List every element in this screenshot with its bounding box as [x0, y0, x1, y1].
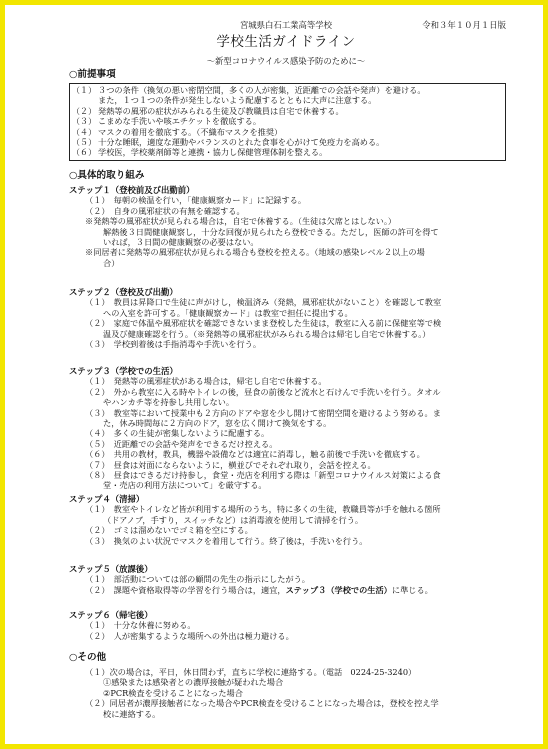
item-text: こまめな手洗いや咳エチケットを徹底する。	[98, 116, 262, 127]
step3-line: た，休み時間毎に２方向のドア，窓を広く開けて換気をする。	[103, 418, 332, 429]
other-line: （２）同居者が濃厚接触者になった場合やPCR検査を受けることになった場合は，登校を控え学	[85, 698, 439, 709]
step3-line: 堂・売店の利用方法について」を厳守する。	[103, 480, 267, 491]
guideline-document	[66, 16, 506, 734]
step3-line: （３） 教室等において授業中も２方向のドアや窓を少し開けて密閉空間を避けるよう努める。ま	[85, 407, 441, 418]
step2-title: ステップ２（登校及び出勤）	[69, 287, 178, 297]
premise-item	[70, 147, 505, 157]
item-number: （２）	[71, 105, 97, 116]
other-subitem: ①感染または感染者との濃厚接触が疑われた場合	[103, 677, 284, 688]
other-line: （１）次の場合は，平日，休日問わず，直ちに学校に連絡する。（電話 0224-25-3240）	[85, 667, 417, 677]
premise-box	[69, 83, 506, 161]
other-section	[69, 667, 506, 719]
step3-line: （５） 近距離での会話や発声をできるだけ控える。	[85, 438, 278, 449]
document-date: 令和３年１０月１日版	[422, 20, 506, 30]
other-heading: ○その他	[69, 652, 107, 663]
step5-line-text: （２） 課題や資格取得等の学習を行う場合は，適宜，	[85, 584, 286, 595]
step3-line: （２） 外から教室に入る時やトイレの後，昼食の前後など流水と石けんで手洗いを行う。タオル	[85, 386, 441, 397]
step3-title: ステップ３（学校での生活）	[69, 366, 178, 376]
item-number: （３）	[71, 116, 97, 127]
step3-line: （６） 共用の教材，教具，機器や設備などは適宜に消毒し，触る前後で手洗いを徹底する。	[85, 449, 425, 460]
step1-section	[69, 185, 506, 268]
item-continuation: また，１つ１つの条件が発生しないよう配慮するとともに大声に注意する。	[98, 95, 377, 106]
premise-item	[70, 106, 505, 116]
step3-line: （１） 発熱等の風邪症状がある場合は，帰宅し自宅で休養する。	[85, 376, 327, 387]
item-text: ３つの条件（換気の悪い密閉空間，多くの人が密集，近距離での会話や発声）を避ける。	[98, 85, 426, 95]
step5-line	[69, 585, 506, 595]
step2-line: （１） 教員は昇降口で生徒に声がけし，検温済み（発熱，風邪症状がないこと）を確認して教室	[85, 297, 442, 308]
step1-line: （１） 毎朝の検温を行い，「健康観察カード」に記録する。	[85, 195, 307, 206]
step2-line: への入室を許可する。「健康観察カード」は教室で担任に提出する。	[103, 307, 353, 318]
step1-title: ステップ１（登校前及び出勤前）	[69, 185, 195, 195]
item-text: 学校医，学校薬剤師等と連携・協力し保健管理体制を整える。	[98, 147, 328, 158]
step1-line: 解熱後３日間健康観察し，十分な回復が見られたら登校できる。ただし，医師の許可を得て	[103, 226, 439, 237]
actions-heading: ○具体的取り組み	[69, 170, 145, 181]
step3-line: （７） 昼食は対面にならないように，横並びでそれぞれ取り，会話を控える。	[85, 459, 376, 470]
other-line: 校に連絡する。	[103, 708, 161, 719]
step6-line: （２） 人が密集するような場所への外出は極力避ける。	[85, 630, 294, 641]
page-subtitle: ～新型コロナウイルス感染予防のために～	[206, 56, 366, 66]
school-name: 宮城県白石工業高等学校	[239, 20, 333, 30]
step1-line: 合）	[103, 257, 120, 268]
step6-line: （１） 十分な休養に努める。	[85, 620, 196, 631]
step4-line: （２） ゴミは溜めないでゴミ箱を空にする。	[85, 525, 253, 536]
premise-item	[70, 137, 505, 147]
item-text: マスクの着用を徹底する。（不織布マスクを推奨）	[98, 126, 283, 137]
item-text: 発熱等の風邪の症状がみられる生徒及び教職員は自宅で休養する。	[98, 105, 344, 116]
step2-line: （２） 家庭で体温や風邪症状を確認できないまま登校した生徒は，教室に入る前に保健室等で検	[85, 318, 442, 329]
step4-title: ステップ４（清掃）	[69, 494, 145, 504]
step2-line: 温及び健康確認を行う。（※発熱等の風邪症状がみられる場合は帰宅し自宅で休養する。）	[103, 328, 431, 339]
step2-section	[69, 287, 506, 349]
step3-section	[69, 366, 506, 491]
premise-heading: ○前提事項	[69, 69, 116, 80]
step5-line-tail: に準じる。	[391, 584, 433, 595]
step6-title: ステップ６（帰宅後）	[69, 610, 153, 620]
step3-line: （４） 多くの生徒が密集しないように配慮する。	[85, 428, 270, 439]
item-number: （５）	[71, 137, 97, 148]
premise-item	[70, 116, 505, 126]
step5-title: ステップ５（放課後）	[69, 564, 153, 574]
step5-section	[69, 564, 506, 595]
step4-line: （ドアノブ，手すり，スイッチなど）は消毒液を使用して清掃を行う。	[103, 514, 364, 525]
step4-line: （３） 換気のよい状況でマスクを着用して行う。終了後は，手洗いを行う。	[85, 535, 368, 546]
step3-line: （８） 昼食はできるだけ持参し，食堂・売店を利用する際は「新型コロナウイルス対策による食	[85, 470, 441, 481]
step3-line: やハンカチ等を持参し共用しない。	[103, 397, 235, 408]
other-subitem: ②PCR検査を受けることになった場合	[103, 687, 243, 698]
step4-section	[69, 494, 506, 546]
step4-line: （１） 教室やトイレなど皆が利用する場所のうち，特に多くの生徒，教職員等が手を触れる箇所	[85, 504, 441, 515]
step5-line: （１） 部活動については部の顧問の先生の指示にしたがう。	[85, 574, 310, 585]
step3-reference: ステップ３（学校での生活）	[285, 584, 392, 595]
item-number: （１）	[71, 85, 97, 95]
step1-line: （２） 自身の風邪症状の有無を確認する。	[85, 205, 245, 216]
step1-note: ※同居者に発熱等の風邪症状が見られる場合も登校を控える。（地域の感染レベル２以上の場	[85, 247, 425, 258]
premise-item	[70, 127, 505, 137]
step2-line: （３） 学校到着後は手指消毒や手洗いを行う。	[85, 339, 262, 350]
premise-item	[70, 85, 505, 95]
item-number: （４）	[71, 126, 97, 137]
step6-section	[69, 610, 506, 641]
page-title: 学校生活ガイドライン	[216, 34, 356, 50]
step1-note: ※発熱等の風邪症状が見られる場合は，自宅で休養する。（生徒は欠席とはしない。）	[85, 216, 397, 227]
step1-line: いれば，３日間の健康観察の必要はない。	[103, 237, 259, 248]
item-text: 十分な睡眠，適度な運動やバランスのとれた食事を心がけて免疫力を高める。	[98, 137, 385, 148]
item-number: （６）	[71, 147, 97, 158]
